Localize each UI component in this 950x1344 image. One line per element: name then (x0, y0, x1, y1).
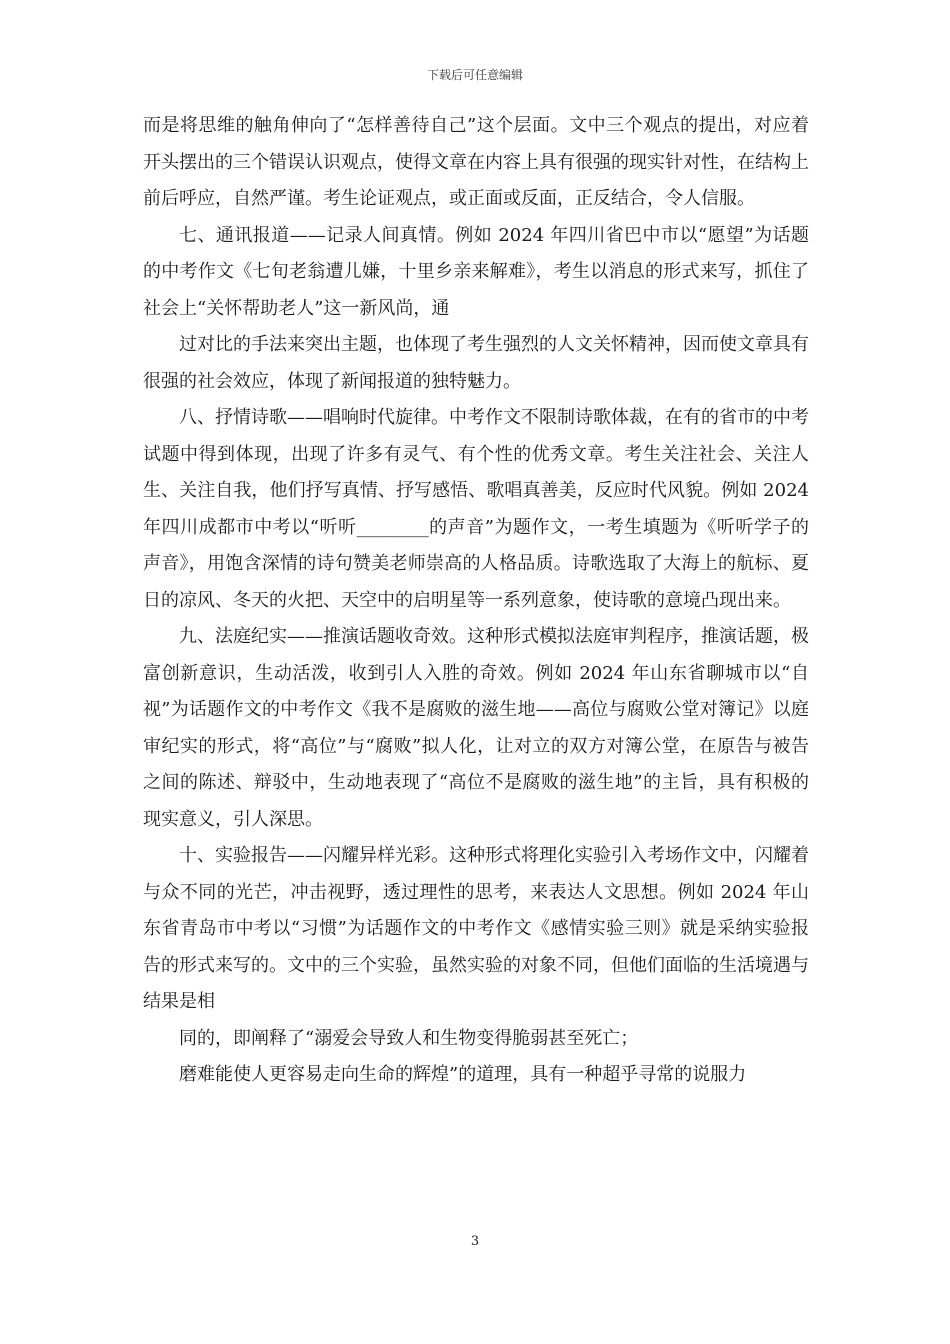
paragraph-nine-court-record: 九、法庭纪实——推演话题收奇效。这种形式模拟法庭审判程序，推演话题，极富创新意识，生动活泼，收到引人入胜的奇效。例如 2024 年山东省聊城市以“自视”为话题作文的中考作文《我不是腐败的滋生地——高位与腐败公堂对簿记》以庭审纪实的形式，将“高位”与“腐败”拟人化，让对立的双方对簿公堂，在原告与被告之间的陈述、辩驳中，生动地表现了“高位不是腐败的滋生地”的主旨，具有积极的现实意义，引人深思。 (143, 626, 809, 830)
paragraph-ten-continuation-a: 同的，即阐释了“溺爱会导致人和生物变得脆弱甚至死亡； (179, 1027, 639, 1049)
paragraph-ten-continuation-b: 磨难能使人更容易走向生命的辉煌”的道理，具有一种超乎寻常的说服力 (179, 1064, 747, 1085)
paragraph-seven-continuation: 过对比的手法来突出主题，也体现了考生强烈的人文关怀精神，因而使文章具有很强的社会效应，体现了新闻报道的独特魅力。 (143, 334, 809, 392)
paragraph-ten-experiment-report: 十、实验报告——闪耀异样光彩。这种形式将理化实验引入考场作文中，闪耀着与众不同的光芒，冲击视野，透过理性的思考，来表达人文思想。例如 2024 年山东省青岛市中考以“习惯”为话题作文的中考作文《感情实验三则》就是采纳实验报告的形式来写的。文中的三个实验，虽然实验的对象不同，但他们面临的生活境遇与结果是相 (143, 845, 809, 1012)
paragraph-seven-news-report: 七、通讯报道——记录人间真情。例如 2024 年四川省巴中市以“愿望”为话题的中考作文《七旬老翁遭儿嫌，十里乡亲来解难》，考生以消息的形式来写，抓住了社会上“关怀帮助老人”这一新风尚，通 (143, 224, 809, 319)
document-body (143, 108, 809, 1094)
page-number: 3 (470, 1234, 480, 1249)
paragraph-continuation: 而是将思维的触角伸向了“怎样善待自己”这个层面。文中三个观点的提出，对应着开头摆出的三个错误认识观点，使得文章在内容上具有很强的现实针对性，在结构上前后呼应，自然严谨。考生论证观点，或正面或反面，正反结合，令人信服。 (143, 115, 809, 209)
page-header-note: 下载后可任意编辑 (426, 68, 523, 82)
paragraph-eight-lyric-poetry: 八、抒情诗歌——唱响时代旋律。中考作文不限制诗歌体裁，在有的省市的中考试题中得到体现，出现了许多有灵气、有个性的优秀文章。考生关注社会、关注人生、关注自我，他们抒写真情、抒写感悟、歌唱真善美，反应时代风貌。例如 2024 年四川成都市中考以“听听________的声音”为题作文，一考生填题为《听听学子的声音》，用饱含深情的诗句赞美老师崇高的人格品质。诗歌选取了大海上的航标、夏日的凉风、冬天的火把、天空中的启明星等一系列意象，使诗歌的意境凸现出来。 (143, 407, 809, 611)
